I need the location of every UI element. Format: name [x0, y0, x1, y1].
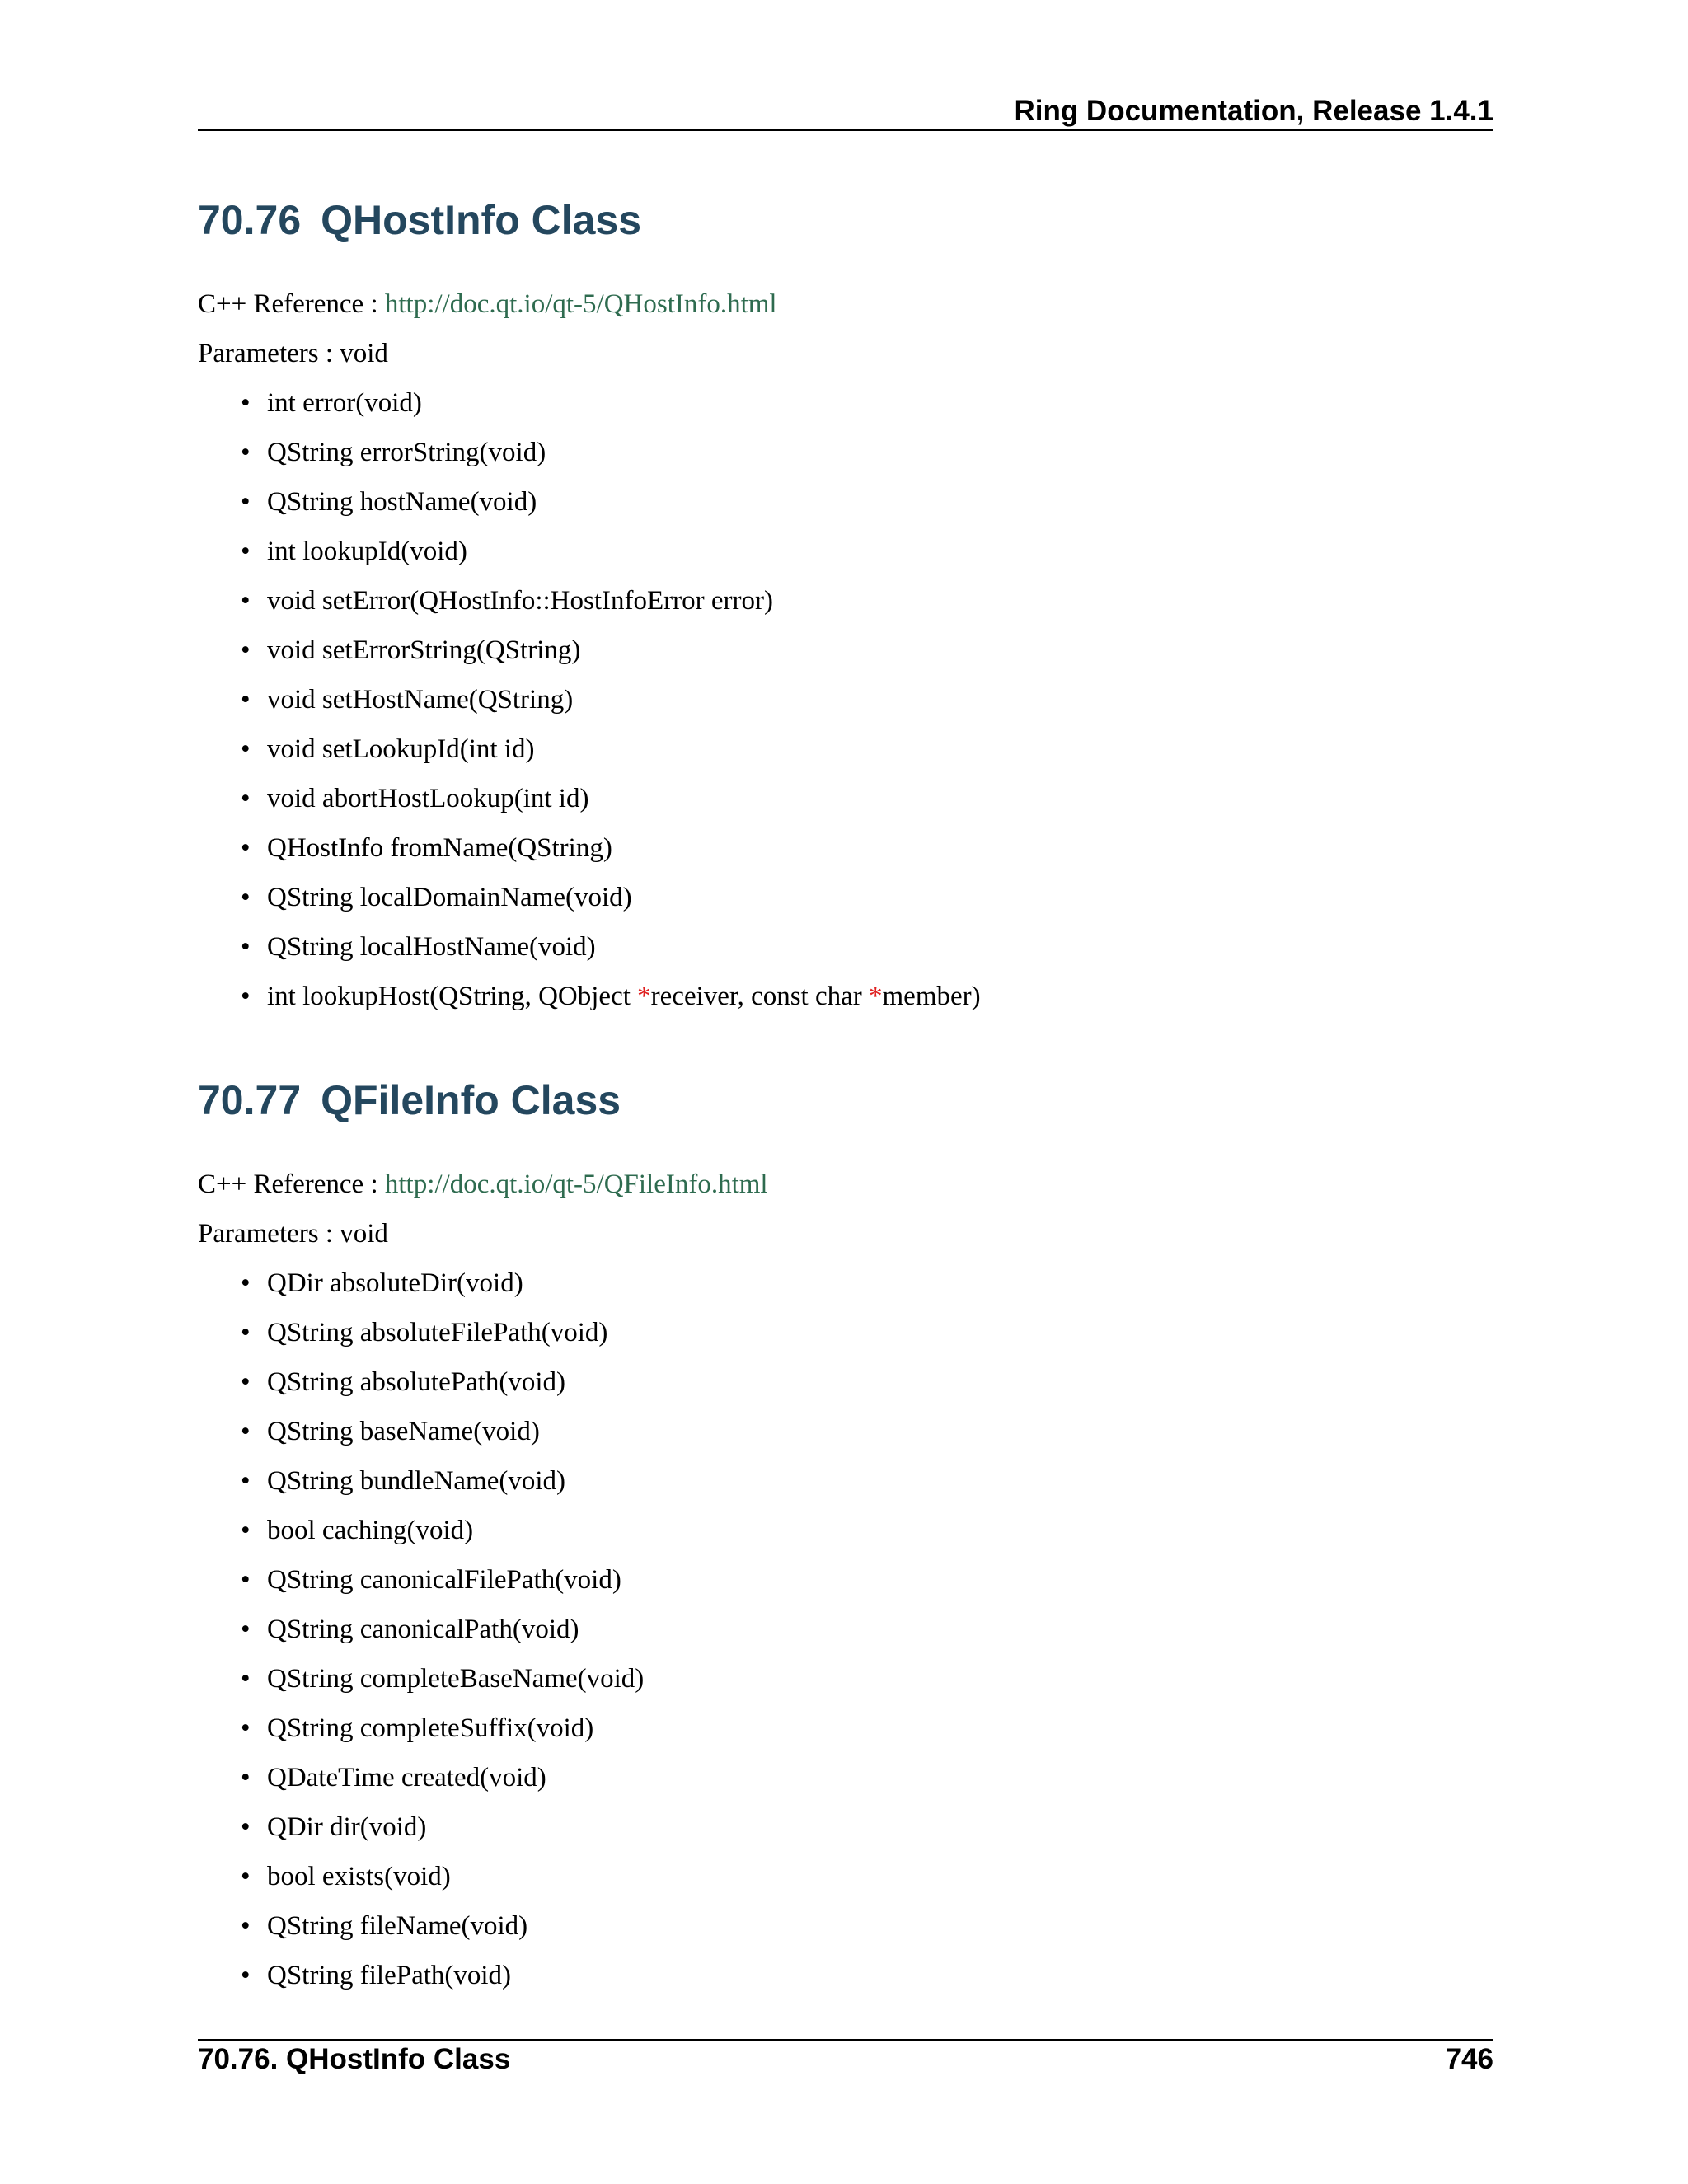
bullet: • [241, 784, 251, 813]
bullet: • [241, 1862, 251, 1891]
pointer-asterisk: * [637, 982, 651, 1011]
method-item: • int error(void) [198, 378, 1493, 428]
bullet: • [241, 1367, 251, 1397]
cpp-reference [198, 279, 1493, 329]
bullet: • [241, 1961, 251, 1990]
section-number: 70.76 [198, 197, 302, 243]
method-item: • QString localHostName(void) [198, 922, 1493, 972]
method-item: • QDateTime created(void) [198, 1753, 1493, 1802]
section-heading [198, 1071, 1493, 1129]
bullet: • [241, 635, 251, 665]
bullet: • [241, 1713, 251, 1743]
method-item: • QHostInfo fromName(QString) [198, 823, 1493, 873]
bullet: • [241, 833, 251, 863]
method-item: • void setHostName(QString) [198, 675, 1493, 724]
method-item: • bool exists(void) [198, 1852, 1493, 1901]
bullet: • [241, 1763, 251, 1793]
bullet: • [241, 1911, 251, 1941]
method-item-lookuphost: • int lookupHost(QString, QObject *receiver, const char *member) [198, 972, 1493, 1021]
bullet: • [241, 537, 251, 566]
method-item: • QString errorString(void) [198, 428, 1493, 477]
method-item: • QString fileName(void) [198, 1901, 1493, 1951]
bullet: • [241, 487, 251, 517]
method-item: • QString absolutePath(void) [198, 1357, 1493, 1407]
bullet: • [241, 685, 251, 715]
method-list [198, 1258, 1493, 2000]
method-item: • void setLookupId(int id) [198, 724, 1493, 774]
method-item: • void abortHostLookup(int id) [198, 774, 1493, 823]
section-qhostinfo [198, 191, 1493, 1021]
bullet: • [241, 1812, 251, 1842]
method-item: • QString filePath(void) [198, 1951, 1493, 2000]
section-number: 70.77 [198, 1077, 302, 1123]
method-item: • QString completeSuffix(void) [198, 1704, 1493, 1753]
bullet: • [241, 1565, 251, 1595]
reference-link[interactable]: http://doc.qt.io/qt-5/QHostInfo.html [384, 289, 777, 319]
method-item: • QString baseName(void) [198, 1407, 1493, 1456]
method-item: • QString canonicalPath(void) [198, 1605, 1493, 1654]
bullet: • [241, 1615, 251, 1644]
bullet: • [241, 1268, 251, 1298]
bullet: • [241, 388, 251, 418]
section-title: QHostInfo Class [321, 197, 642, 243]
section-title: QFileInfo Class [321, 1077, 621, 1123]
bullet: • [241, 586, 251, 616]
reference-link[interactable]: http://doc.qt.io/qt-5/QFileInfo.html [384, 1169, 768, 1199]
bullet: • [241, 1466, 251, 1496]
method-item: • QString hostName(void) [198, 477, 1493, 527]
method-item: • QString canonicalFilePath(void) [198, 1555, 1493, 1605]
method-item: • QString bundleName(void) [198, 1456, 1493, 1506]
bullet: • [241, 932, 251, 962]
reference-label: C++ Reference : [198, 1169, 385, 1199]
footer-section: 70.76. QHostInfo Class [198, 2043, 511, 2075]
method-item: • QDir absoluteDir(void) [198, 1258, 1493, 1308]
pointer-asterisk: * [869, 982, 883, 1011]
parameters-line: Parameters : void [198, 339, 388, 368]
bullet: • [241, 982, 251, 1011]
bullet: • [241, 734, 251, 764]
section-qfileinfo [198, 1071, 1493, 2000]
method-item: • QString absoluteFilePath(void) [198, 1308, 1493, 1357]
running-header: Ring Documentation, Release 1.4.1 [1014, 95, 1493, 127]
method-item: • int lookupId(void) [198, 527, 1493, 576]
page-number: 746 [1445, 2043, 1493, 2075]
bullet: • [241, 438, 251, 467]
running-footer [198, 2031, 1493, 2088]
method-item: • bool caching(void) [198, 1506, 1493, 1555]
method-item: • void setError(QHostInfo::HostInfoError error) [198, 576, 1493, 626]
bullet: • [241, 1664, 251, 1694]
parameters-line: Parameters : void [198, 1219, 388, 1249]
bullet: • [241, 1417, 251, 1446]
method-item: • void setErrorString(QString) [198, 626, 1493, 675]
reference-label: C++ Reference : [198, 289, 385, 319]
header-rule [198, 129, 1493, 131]
cpp-reference [198, 1160, 1493, 1209]
bullet: • [241, 883, 251, 912]
section-heading [198, 191, 1493, 249]
method-item: • QDir dir(void) [198, 1802, 1493, 1852]
method-item: • QString localDomainName(void) [198, 873, 1493, 922]
method-item: • QString completeBaseName(void) [198, 1654, 1493, 1704]
method-list [198, 378, 1493, 1021]
bullet: • [241, 1318, 251, 1347]
bullet: • [241, 1516, 251, 1545]
